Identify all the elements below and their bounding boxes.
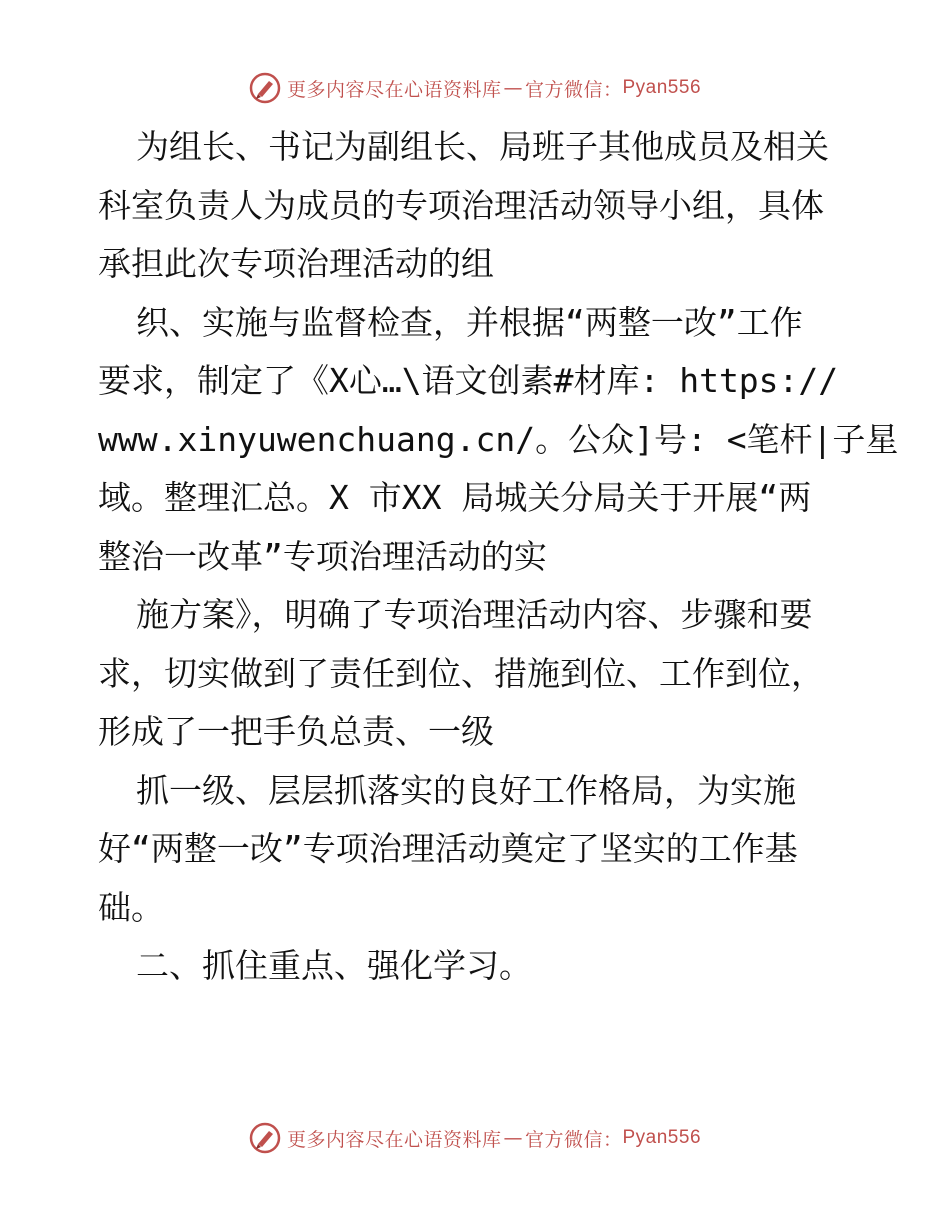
body-line: 科室负责人为成员的专项治理活动领导小组，具体 xyxy=(98,185,824,225)
watermark-wechat-id: Pyan556 xyxy=(622,1127,702,1148)
footer-watermark xyxy=(0,1122,950,1154)
body-line: 形成了一把手负总责、一级 xyxy=(98,712,494,751)
body-line: 抓一级、层层抓落实的良好工作格局，为实施 xyxy=(136,770,796,810)
body-line: 要求，制定了《X心…\语文创素#材库: https:// xyxy=(98,361,839,400)
watermark-text: 更多内容尽在心语资料库 xyxy=(286,1128,502,1151)
watermark-wechat-id: Pyan556 xyxy=(622,77,702,98)
watermark-wechat-label: 官方微信： xyxy=(524,1128,623,1151)
header-watermark xyxy=(0,72,950,104)
body-line: 施方案》，明确了专项治理活动内容、步骤和要 xyxy=(136,595,813,634)
document-body xyxy=(98,118,899,996)
body-line: 整治一改革”专项治理活动的实 xyxy=(98,536,547,576)
body-line: 承担此次专项治理活动的组 xyxy=(98,244,494,283)
pen-logo-icon xyxy=(249,1122,281,1154)
watermark-separator: — xyxy=(503,1127,523,1149)
watermark-wechat-label: 官方微信： xyxy=(524,78,623,101)
body-line: 求，切实做到了责任到位、措施到位、工作到位， xyxy=(98,653,824,693)
section-heading: 二、抓住重点、强化学习。 xyxy=(136,946,532,985)
body-line: www.xinyuwenchuang.cn/。公众]号: <笔杆|子星 xyxy=(98,419,899,459)
body-line: 域。整理汇总。X 市XX 局城关分局关于开展“两 xyxy=(98,478,812,517)
watermark-text: 更多内容尽在心语资料库 xyxy=(286,78,502,101)
pen-logo-icon xyxy=(249,72,281,104)
body-line: 础。 xyxy=(98,887,164,927)
body-line: 好“两整一改”专项治理活动奠定了坚实的工作基 xyxy=(98,829,798,868)
watermark-separator: — xyxy=(503,77,523,99)
body-line: 织、实施与监督检查，并根据“两整一改”工作 xyxy=(136,302,803,342)
body-line: 为组长、书记为副组长、局班子其他成员及相关 xyxy=(136,127,829,166)
